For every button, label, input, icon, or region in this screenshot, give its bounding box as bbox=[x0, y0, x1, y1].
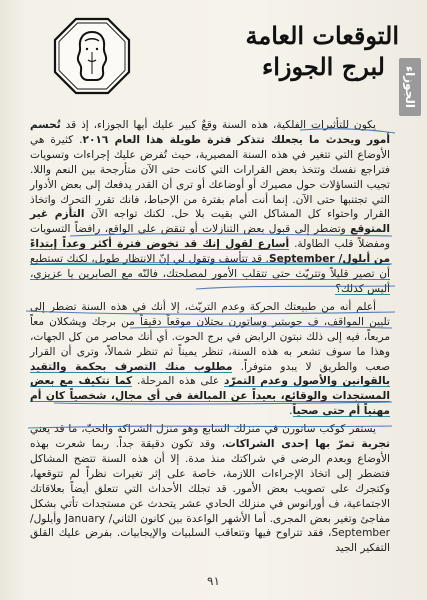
gemini-emblem-icon bbox=[52, 16, 132, 96]
article-body bbox=[30, 118, 390, 559]
body-text: . bbox=[289, 405, 293, 418]
paragraph-3 bbox=[30, 422, 390, 556]
body-text: على هذه المرحلة. bbox=[132, 375, 225, 388]
page-header bbox=[0, 0, 427, 120]
highlighted-text: تُحسم أمور ويحدث ما يجعلك تتذكر فترة طويلة هذا العام ٢٠١٦ bbox=[30, 119, 390, 146]
body-text: يستقر كوكب ساتورن في منزلك السابع وهو منزل الشراكة والحبّ، ما قد يعني bbox=[30, 423, 376, 436]
paragraph-2 bbox=[30, 300, 390, 419]
paragraph-1 bbox=[30, 118, 390, 297]
body-text: ، وقد تكون دقيقة جداً. ربما شعرت بهذه الأوضاع وبعدم الرضى في شراكتك منذ مدة. إلا أن هذه السنة تتضح المشاكل فتضطر إلى اتخاذ الإجراءات اللازمة، خاصة على إثر تغيرات نظراً لم تتوقعها، وكتجرك على تصويب بعض الأمور. قد تجلك الأحداث التي تتعلق أيضاً بعلاقاتك الاجتماعية، ف أورانوس في منزلك الحادي عشر يتحدث عن مستجدات تأتي بشكل مفاجئ وتغير بعض المجرى. أما الأشهر الواعدة بين كانون الثاني/ January وأيلول/ September، فقد تتراوح فيها وتتعاقب السلبيات والإيجابيات. بفرض عليك القلق التفكير الجيد bbox=[30, 438, 390, 555]
highlighted-text: التأزم غير المتوقع bbox=[30, 208, 390, 236]
body-text: أعلم أنه من طبيعتك الحركة وعدم التريّث، إلا أنك في هذه السنة تضطر إلى تليين المواقف، ف جوبيتير وساتورن يحتلان موقعاً دقيقاً من برجك ويشكلان معاً مربعاً، فيه إلى ذلك نبتون الرابض في برج الحوت. أي أنك محاصر من كل الجهات، وهذا ما سوف تشعر به هذه السنة، تنظر يميناً ثم تنظر شمالاً، وترى أن القرار صعب والطريق لا يبدو متوفراً. bbox=[30, 300, 390, 373]
highlighted-text: مطلوب منك التصرف بحكمة والتقيد بالقوانين والأصول وعدم التمرّد bbox=[30, 360, 390, 388]
body-text: . كثيرة هي الأوضاع التي تتغير في هذه السنة المصيرية، حيث تُفرض عليك إجراءات وتسويات فتراجع نفسك وتتخذ بعض القرارات التي كانت حتى الآن متأرجحة بين النعم واللا. تجيب التساؤلات حول مصيرك أو أوضاعك أو ترى أن القدر يدفعك إلى بعض الأدوار التي تجتنبها حتى الآن. إنما أنت أمام بفترة من الإحباط، فانك تقرر التحرك واتخاذ القرار واحتواء كل المشاكل التي بقيت بلا حل. لكنك تواجه الآن bbox=[30, 133, 390, 221]
highlighted-text: كما تتكيف مع بعض المستجدات والوقائع، بعيداً عن المبالغة في أي مجال، شخصياً كان أم مهنياً أم حتى صحياً bbox=[30, 375, 390, 418]
section-side-tab bbox=[399, 58, 421, 116]
highlighted-text: أسارع لقول إنك قد تخوض فترة أكثر وعداً إبتداءً من أيلول/ September bbox=[30, 238, 391, 266]
page-title: التوقعات العامة bbox=[245, 21, 399, 50]
body-text: وتضطر إلى قبول بعض التنازلات أو تنقض على الواقع، رافضاً التسويات ومفضلاً قلب الطاولة. bbox=[30, 223, 390, 251]
page-title-block bbox=[169, 22, 399, 82]
page-number: ٩١ bbox=[207, 574, 220, 588]
highlighted-text: . قد تتأسف وتقول لي إنّ الانتظار طويل، لكنك تستطيع أن تصير قليلاً وتتريّث حتى تتقلب الأمور لمصلحتك، فالنّه مع الصابرين يا عزيزي، أليس كذلك؟ bbox=[30, 253, 390, 295]
side-tab-label: الجوزاء bbox=[403, 66, 417, 108]
page-subtitle: لبرج الجوزاء bbox=[261, 51, 385, 81]
body-text: يكون للتأثيرات الفلكية، هذه السنة وقعٌ كبير عليك أيها الجوزاء، إذ قد bbox=[60, 119, 376, 131]
highlighted-text: تجربة تمرّ بها إحدى الشراكات bbox=[225, 438, 391, 451]
